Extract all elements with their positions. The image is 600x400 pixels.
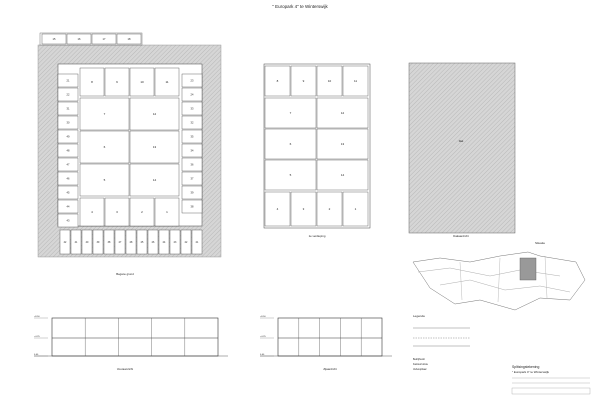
center-unit-5-label: 5 <box>103 178 106 182</box>
left-unit-49 <box>58 130 78 143</box>
center-unit-7-label: 7 <box>103 112 106 116</box>
title-block-project: " Europark 4" te Winterswijk <box>512 370 549 374</box>
mid-lower-unit-2 <box>317 192 342 226</box>
bottom-unit-8 <box>148 230 158 254</box>
side-elevation-level-label: 0.00 <box>260 354 265 356</box>
bottom-unit-8-label: 26 <box>151 241 155 244</box>
center-unit-6-label: 6 <box>103 145 106 149</box>
mid-lower-unit-4-label: 4 <box>276 207 279 211</box>
left-unit-48-label: 48 <box>66 149 70 153</box>
front-elevation-outline <box>52 318 218 356</box>
side-elevation-caption: Zijaanzicht <box>323 367 337 371</box>
center-unit-12-label: 12 <box>152 112 157 116</box>
legend <box>413 314 470 371</box>
bottom-unit-5-label: 27 <box>118 241 122 244</box>
right-unit-32-label: 32 <box>190 121 194 125</box>
center-unit-7 <box>80 98 129 130</box>
bottom-unit-1-label: 41 <box>74 241 78 244</box>
left-unit-21 <box>58 74 78 87</box>
right-unit-38 <box>182 200 202 213</box>
left-unit-49-label: 49 <box>66 135 70 139</box>
first-floor-caption: 1e verdieping <box>308 234 326 238</box>
lower-unit-3-label: 3 <box>116 210 118 214</box>
bottom-unit-4-label: 38 <box>107 241 111 244</box>
left-unit-43-label: 43 <box>66 219 70 223</box>
right-unit-32 <box>182 116 202 129</box>
left-unit-45-label: 45 <box>66 191 70 195</box>
lower-unit-4-label: 4 <box>91 210 93 214</box>
right-unit-35-label: 35 <box>190 135 194 139</box>
bottom-unit-12 <box>192 230 202 254</box>
right-unit-23-label: 23 <box>190 79 194 83</box>
bottom-unit-0-label: 42 <box>63 241 67 244</box>
lower-unit-3 <box>105 198 129 226</box>
bottom-unit-5 <box>115 230 125 254</box>
bottom-unit-11-label: 22 <box>184 241 188 244</box>
mid-upper-unit-11-label: 11 <box>353 79 358 83</box>
legend-line-2: Kantoorruimte <box>413 363 429 366</box>
top-unit-17 <box>92 34 116 44</box>
mid-center-unit-6-label: 6 <box>289 142 292 146</box>
right-unit-23 <box>182 74 202 87</box>
mid-center-unit-7 <box>265 98 316 128</box>
center-unit-14 <box>130 164 179 196</box>
elevations <box>34 316 392 371</box>
center-unit-14-label: 14 <box>152 178 157 182</box>
center-unit-12 <box>130 98 179 130</box>
side-elevation-level-label: +4.25 <box>260 336 266 338</box>
side-elevation-outline <box>278 318 382 356</box>
ground-floor-caption: Begane grond <box>116 272 134 276</box>
right-unit-39 <box>182 186 202 199</box>
mid-upper-unit-9-label: 9 <box>302 79 305 83</box>
right-unit-33-label: 33 <box>190 107 194 111</box>
left-unit-43 <box>58 214 78 227</box>
lower-unit-2-label: 2 <box>141 210 143 214</box>
right-unit-39-label: 39 <box>190 191 194 195</box>
mid-upper-unit-8 <box>265 66 290 96</box>
top-unit-17-label: 17 <box>102 38 106 41</box>
mid-upper-unit-10-label: 10 <box>327 79 332 83</box>
top-unit-16-label: 16 <box>77 38 81 41</box>
mid-upper-unit-9 <box>291 66 316 96</box>
right-unit-37-label: 37 <box>190 177 194 181</box>
right-unit-24-label: 24 <box>190 93 194 97</box>
left-unit-22-label: 22 <box>66 93 70 97</box>
mid-upper-unit-8-label: 8 <box>276 79 279 83</box>
legend-title: Legenda <box>413 314 425 318</box>
left-unit-31-label: 31 <box>66 107 70 111</box>
situation-label: Situatie <box>534 241 546 245</box>
center-unit-13 <box>130 131 179 163</box>
right-unit-34 <box>182 144 202 157</box>
center-unit-13-label: 13 <box>152 145 157 149</box>
mid-lower-unit-1-label: 1 <box>354 207 357 211</box>
bottom-unit-11 <box>181 230 191 254</box>
upper-unit-9 <box>105 68 129 96</box>
first-floor-plan <box>264 64 370 238</box>
roof-caption: Dakaanzicht <box>453 234 469 238</box>
upper-unit-9-label: 9 <box>116 80 118 84</box>
bottom-unit-9-label: 24 <box>162 241 166 244</box>
bottom-unit-12-label: 21 <box>195 241 199 244</box>
side-elevation-level-label: +8.50 <box>260 316 266 318</box>
front-elevation-caption: Vooraanzicht <box>116 367 134 371</box>
bottom-unit-4 <box>104 230 114 254</box>
lower-unit-2 <box>130 198 154 226</box>
bottom-unit-6 <box>126 230 136 254</box>
bottom-unit-3 <box>93 230 103 254</box>
mid-lower-unit-3 <box>291 192 316 226</box>
left-unit-48 <box>58 144 78 157</box>
left-unit-30-label: 30 <box>66 121 70 125</box>
left-unit-31 <box>58 102 78 115</box>
bottom-unit-9 <box>159 230 169 254</box>
front-elevation-level-label: +8.50 <box>34 316 40 318</box>
legend-line-3: Verkoopbaar <box>413 368 427 371</box>
upper-unit-11 <box>155 68 179 96</box>
bottom-unit-10-label: 23 <box>173 241 177 244</box>
upper-unit-8-label: 8 <box>91 80 93 84</box>
upper-unit-11-label: 11 <box>165 80 169 84</box>
bottom-unit-7 <box>137 230 147 254</box>
left-unit-21-label: 21 <box>66 79 70 83</box>
right-unit-34-label: 34 <box>190 149 194 153</box>
bottom-unit-3-label: 39 <box>96 241 100 244</box>
front-elevation-level-label: 0.00 <box>34 354 39 356</box>
center-unit-5 <box>80 164 129 196</box>
ground-floor-plan <box>38 33 221 276</box>
center-unit-6 <box>80 131 129 163</box>
mid-center-unit-5 <box>265 160 316 190</box>
top-unit-18 <box>117 34 141 44</box>
bottom-unit-7-label: 25 <box>140 241 144 244</box>
mid-center-unit-13 <box>317 129 368 159</box>
right-unit-33 <box>182 102 202 115</box>
top-unit-16 <box>67 34 91 44</box>
mid-center-unit-13-label: 13 <box>340 142 345 146</box>
mid-lower-unit-1 <box>343 192 368 226</box>
left-unit-47-label: 47 <box>66 163 70 167</box>
bottom-unit-1 <box>71 230 81 254</box>
right-unit-38-label: 38 <box>190 205 194 209</box>
lower-unit-1-label: 1 <box>166 210 168 214</box>
front-elevation-level-label: +4.25 <box>34 336 40 338</box>
lower-unit-4 <box>80 198 104 226</box>
mid-center-unit-12 <box>317 98 368 128</box>
mid-lower-unit-4 <box>265 192 290 226</box>
bottom-unit-0 <box>60 230 70 254</box>
upper-unit-8 <box>80 68 104 96</box>
situation-map <box>413 241 585 310</box>
mid-center-unit-7-label: 7 <box>289 111 292 115</box>
lower-unit-1 <box>155 198 179 226</box>
mid-upper-unit-11 <box>343 66 368 96</box>
mid-center-unit-12-label: 12 <box>340 111 345 115</box>
roof-plan <box>409 63 515 238</box>
left-unit-47 <box>58 158 78 171</box>
right-unit-37 <box>182 172 202 185</box>
left-unit-22 <box>58 88 78 101</box>
mid-center-unit-6 <box>265 129 316 159</box>
mid-lower-unit-3-label: 3 <box>302 207 305 211</box>
mid-upper-unit-10 <box>317 66 342 96</box>
right-unit-36 <box>182 158 202 171</box>
upper-unit-10-label: 10 <box>140 80 144 84</box>
bottom-unit-2 <box>82 230 92 254</box>
left-unit-44 <box>58 200 78 213</box>
right-unit-36-label: 36 <box>190 163 194 167</box>
left-unit-46-label: 46 <box>66 177 70 181</box>
left-unit-44-label: 44 <box>66 205 70 209</box>
bottom-unit-2-label: 40 <box>85 241 89 244</box>
mid-center-unit-14 <box>317 160 368 190</box>
sheet-title: " Europark 4" te Winterswijk <box>272 4 328 9</box>
bottom-unit-6-label: 28 <box>129 241 133 244</box>
top-unit-15 <box>42 34 66 44</box>
mid-center-unit-14-label: 14 <box>340 173 345 177</box>
roof-label: Dak <box>458 140 464 143</box>
legend-line-1: Bedrijfsunit <box>413 358 425 361</box>
right-unit-35 <box>182 130 202 143</box>
bottom-unit-10 <box>170 230 180 254</box>
title-block <box>512 365 590 394</box>
title-block-heading: Splitsingstekening <box>512 365 540 369</box>
left-unit-30 <box>58 116 78 129</box>
top-unit-18-label: 18 <box>127 38 131 41</box>
mid-lower-unit-2-label: 2 <box>328 207 331 211</box>
left-unit-45 <box>58 186 78 199</box>
upper-unit-10 <box>130 68 154 96</box>
top-unit-15-label: 15 <box>52 38 56 41</box>
left-unit-46 <box>58 172 78 185</box>
right-unit-24 <box>182 88 202 101</box>
mid-center-unit-5-label: 5 <box>289 173 292 177</box>
